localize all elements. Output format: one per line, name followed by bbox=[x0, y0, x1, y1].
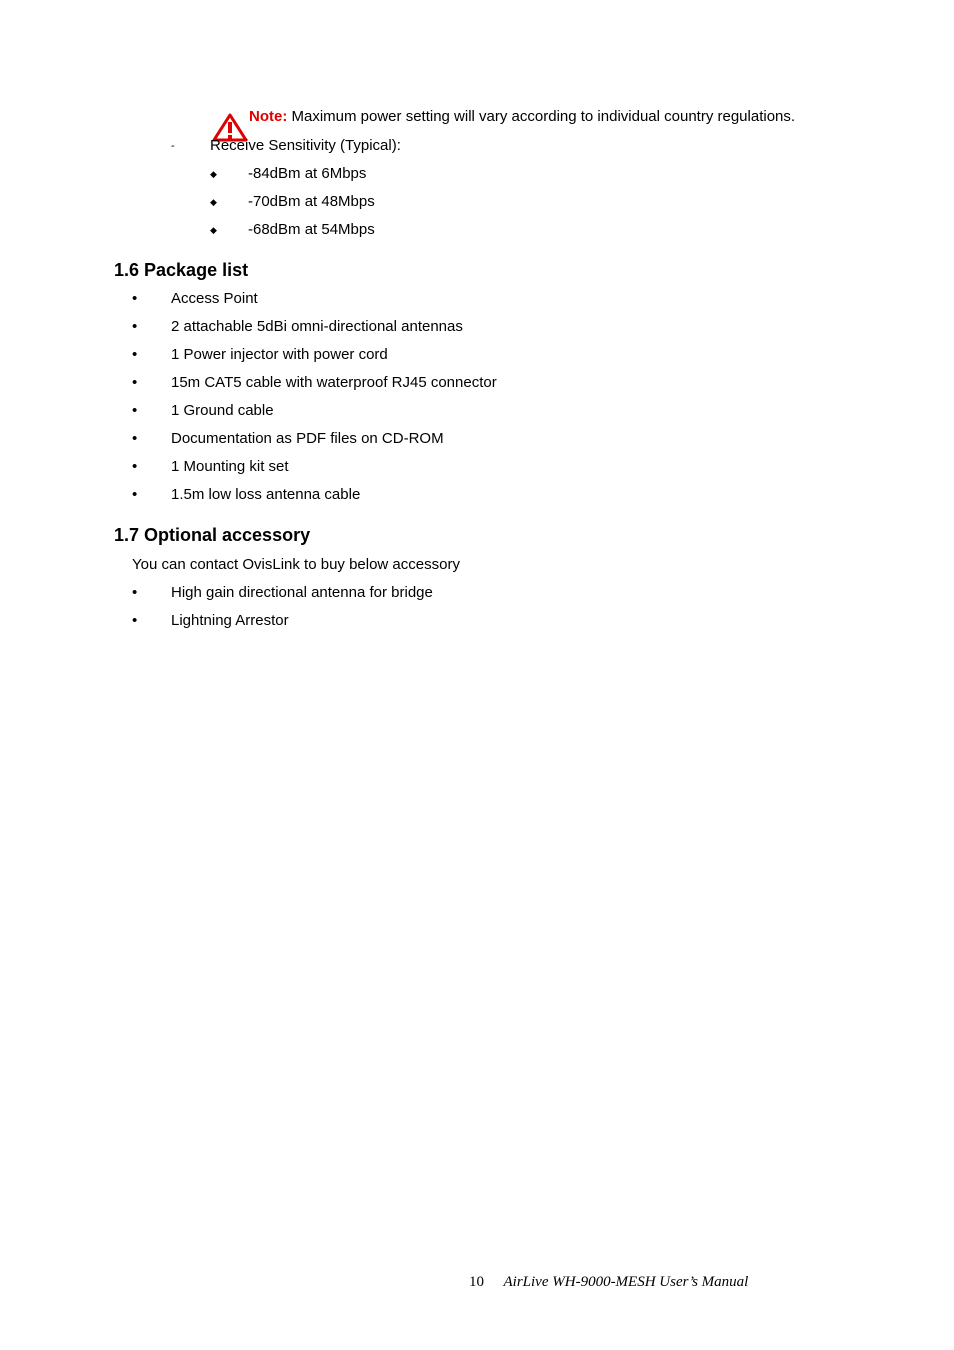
page-number: 10 bbox=[469, 1274, 484, 1290]
note-line bbox=[249, 108, 795, 126]
note-label: Note: bbox=[249, 108, 288, 125]
list-item: Documentation as PDF files on CD-ROM bbox=[171, 430, 444, 447]
bullet-icon: • bbox=[132, 374, 138, 391]
diamond-bullet-icon: ◆ bbox=[210, 225, 217, 235]
list-item: 1 Ground cable bbox=[171, 402, 274, 419]
diamond-bullet-icon: ◆ bbox=[210, 169, 217, 179]
bullet-icon: • bbox=[132, 486, 138, 503]
list-item: High gain directional antenna for bridge bbox=[171, 584, 433, 601]
list-item: 2 attachable 5dBi omni-directional antennas bbox=[171, 318, 463, 335]
bullet-icon: • bbox=[132, 290, 138, 307]
section-intro: You can contact OvisLink to buy below accessory bbox=[132, 556, 460, 573]
list-item: -68dBm at 54Mbps bbox=[248, 221, 375, 238]
bullet-icon: • bbox=[132, 458, 138, 475]
bullet-icon: • bbox=[132, 612, 138, 629]
list-item: -70dBm at 48Mbps bbox=[248, 193, 375, 210]
list-item: 1 Power injector with power cord bbox=[171, 346, 388, 363]
list-dash-marker: - bbox=[171, 140, 175, 152]
page-footer bbox=[469, 1273, 748, 1291]
list-item: 15m CAT5 cable with waterproof RJ45 connector bbox=[171, 374, 497, 391]
section-heading-optional-accessory: 1.7 Optional accessory bbox=[114, 525, 311, 545]
bullet-icon: • bbox=[132, 346, 138, 363]
diamond-bullet-icon: ◆ bbox=[210, 197, 217, 207]
bullet-icon: • bbox=[132, 584, 138, 601]
bullet-icon: • bbox=[132, 402, 138, 419]
list-item: Access Point bbox=[171, 290, 258, 307]
list-item: -84dBm at 6Mbps bbox=[248, 165, 367, 182]
note-text: Maximum power setting will vary according to individual country regulations. bbox=[287, 108, 796, 125]
receive-sensitivity-label: Receive Sensitivity (Typical): bbox=[210, 137, 401, 154]
section-heading-package-list: 1.6 Package list bbox=[114, 260, 249, 280]
bullet-icon: • bbox=[132, 318, 138, 335]
bullet-icon: • bbox=[132, 430, 138, 447]
list-item: 1 Mounting kit set bbox=[171, 458, 289, 475]
list-item: Lightning Arrestor bbox=[171, 612, 289, 629]
list-item: 1.5m low loss antenna cable bbox=[171, 486, 361, 503]
manual-title: AirLive WH-9000-MESH User’s Manual bbox=[503, 1274, 749, 1290]
